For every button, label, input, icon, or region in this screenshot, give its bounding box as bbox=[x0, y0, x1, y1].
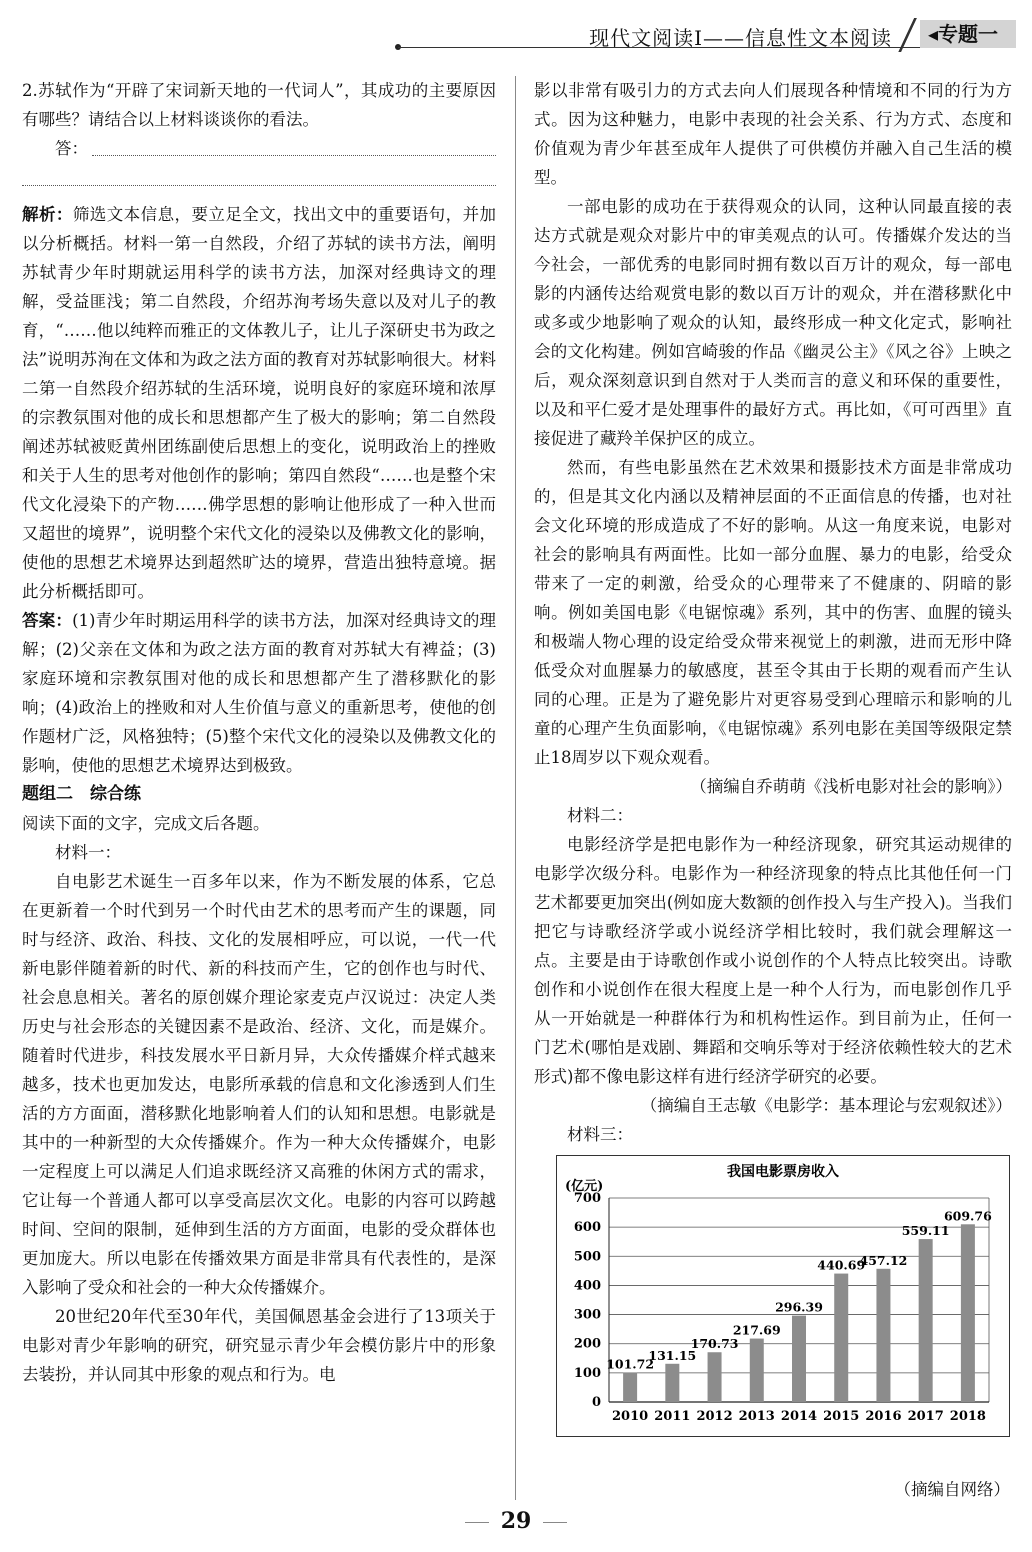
header-badge: ◂专题一 bbox=[920, 20, 1016, 48]
material1-para2: 20世纪20年代至30年代，美国佩恩基金会进行了13项关于电影对青少年影响的研究，研究显示青少年会模仿影片中的形象去装扮，并认同其中形象的观点和行为。电 bbox=[22, 1307, 496, 1384]
bar bbox=[665, 1364, 679, 1402]
chart-y-unit: (亿元) bbox=[565, 1179, 604, 1194]
instruction: 阅读下面的文字，完成文后各题。 bbox=[22, 814, 270, 833]
page-number-dash-right bbox=[543, 1522, 567, 1523]
answer-line bbox=[22, 134, 496, 163]
page-number bbox=[0, 1508, 1032, 1534]
bar bbox=[961, 1224, 975, 1402]
bar bbox=[750, 1339, 764, 1402]
bar-value-label: 170.73 bbox=[690, 1336, 739, 1352]
x-tick-label: 2014 bbox=[780, 1409, 818, 1424]
x-tick-label: 2015 bbox=[823, 1409, 860, 1424]
answer-blank-2 bbox=[22, 163, 496, 186]
header-title: 现代文阅读Ⅰ——信息性文本阅读 bbox=[589, 26, 892, 50]
right-column bbox=[534, 76, 1012, 1437]
bar bbox=[834, 1274, 848, 1402]
x-tick-label: 2017 bbox=[907, 1409, 944, 1424]
material1-label: 材料一： bbox=[55, 843, 121, 862]
x-tick-label: 2012 bbox=[696, 1409, 733, 1424]
bar-value-label: 131.15 bbox=[648, 1347, 697, 1363]
bar-value-label: 217.69 bbox=[732, 1322, 781, 1338]
material1-para4: 然而，有些电影虽然在艺术效果和摄影技术方面是非常成功的，但是其文化内涵以及精神层面的不正面信息的传播，也对社会文化环境的形成造成了不好的影响。从这一角度来说，电影对社会的影响具有两面性。比如一部分血腥、暴力的电影，给受众带来了一定的刺激，给受众的心理带来了不健康的、阴暗的影响。例如美国电影《电锯惊魂》系列，其中的伤害、血腥的镜头和极端人物心理的设定给受众带来视觉上的刺激，进而无形中降低受众对血腥暴力的敏感度，甚至令其由于长期的观看而产生认同的心理。正是为了避免影片对更容易受到心理暗示和影响的儿童的心理产生负面影响，《电锯惊魂》系列电影在美国等级限定禁止18周岁以下观众观看。 bbox=[534, 458, 1012, 767]
x-tick-label: 2011 bbox=[654, 1409, 691, 1424]
answer-blank bbox=[92, 155, 496, 156]
y-tick-label: 100 bbox=[573, 1365, 601, 1381]
y-tick-label: 700 bbox=[573, 1191, 601, 1206]
bar-value-label: 457.12 bbox=[859, 1252, 908, 1268]
chart-title: 我国电影票房收入 bbox=[727, 1164, 839, 1180]
bar-value-label: 559.11 bbox=[901, 1223, 950, 1239]
bar-value-label: 609.76 bbox=[943, 1208, 992, 1224]
bar bbox=[919, 1239, 933, 1402]
y-tick-label: 0 bbox=[591, 1395, 601, 1410]
question-2: 2.苏轼作为“开辟了宋词新天地的一代词人”，其成功的主要原因有哪些？请结合以上材料谈谈你的看法。 bbox=[22, 81, 496, 129]
y-tick-label: 400 bbox=[573, 1278, 601, 1294]
page-header bbox=[0, 18, 1032, 50]
header-slash bbox=[896, 18, 920, 52]
material1-source: （摘编自乔萌萌《浅析电影对社会的影响》） bbox=[690, 777, 1012, 796]
material2-source: （摘编自王志敏《电影学：基本理论与宏观叙述》） bbox=[640, 1096, 1012, 1115]
chart-svg bbox=[557, 1156, 1009, 1436]
answer-prefix: 答： bbox=[55, 139, 88, 158]
material2-label: 材料二： bbox=[567, 806, 633, 825]
bar bbox=[623, 1372, 637, 1402]
material1-para3: 一部电影的成功在于获得观众的认同，这种认同最直接的表达方式就是观众对影片中的审美观点的认可。传播媒介发达的当今社会，一部优秀的电影同时拥有数以百万计的观众，每一部电影的内涵传达给观赏电影的数以百万计的观众，并在潜移默化中或多或少地影响了观众的认知，最终形成一种文化定式，影响社会的文化构建。例如宫崎骏的作品《幽灵公主》《风之谷》上映之后，观众深刻意识到自然对于人类而言的意义和环保的重要性，以及和平仁爱才是处理事件的最好方式。再比如，《可可西里》直接促进了藏羚羊保护区的成立。 bbox=[534, 197, 1012, 448]
y-tick-label: 200 bbox=[573, 1336, 601, 1352]
section-heading: 题组二 综合练 bbox=[22, 784, 141, 804]
y-tick-label: 600 bbox=[573, 1220, 601, 1236]
answer bbox=[22, 606, 496, 780]
material3-source: （摘编自网络） bbox=[894, 1480, 1010, 1499]
analysis-text: 筛选文本信息，要立足全文，找出文中的重要语句，并加以分析概括。材料一第一自然段，介绍了苏轼的读书方法，阐明苏轼青少年时期就运用科学的读书方法，加深对经典诗文的理解，受益匪浅；第二自然段，介绍苏洵考场失意以及对儿子的教育，“……他以纯粹而雅正的文体教儿子，让儿子深研史书为政之法”说明苏洵在文体和为政之法方面的教育对苏轼影响很大。材料二第一自然段介绍苏轼的生活环境，说明良好的家庭环境和浓厚的宗教氛围对他的成长和思想都产生了极大的影响；第二自然段阐述苏轼被贬黄州团练副使后思想上的变化，说明政治上的挫败和关于人生的思考对他创作的影响；第四自然段“……也是整个宋代文化浸染下的产物……佛学思想的影响让他形成了一种入世而又超世的境界”，说明整个宋代文化的浸染以及佛教文化的影响，使他的思想艺术境界达到超然旷达的境界，营造出独特意境。据此分析概括即可。 bbox=[22, 205, 497, 601]
page-number-dash-left bbox=[465, 1522, 489, 1523]
x-tick-label: 2010 bbox=[612, 1409, 649, 1424]
x-tick-label: 2016 bbox=[865, 1409, 902, 1424]
x-tick-label: 2013 bbox=[738, 1409, 775, 1424]
column-divider bbox=[515, 76, 516, 1500]
analysis bbox=[22, 200, 496, 606]
material2-para1: 电影经济学是把电影作为一种经济现象，研究其运动规律的电影学次级分科。电影作为一种经济现象的特点比其他任何一门艺术都要更加突出(例如庞大数额的创作投入与生产投入)。当我们把它与诗歌经济学或小说经济学相比较时，我们就会理解这一点。主要是由于诗歌创作或小说创作的个人特点比较突出。诗歌创作和小说创作在很大程度上是一种个人行为，而电影创作几乎从一开始就是一种群体行为和机构性运作。到目前为止，任何一门艺术(哪怕是戏剧、舞蹈和交响乐等对于经济依赖性较大的艺术形式)都不像电影这样有进行经济学研究的必要。 bbox=[534, 835, 1012, 1086]
answer-text: (1)青少年时期运用科学的读书方法，加深对经典诗文的理解；(2)父亲在文体和为政之法方面的教育对苏轼大有裨益；(3)家庭环境和宗教氛围对他的成长和思想都产生了潜移默化的影响；(4)政治上的挫败和对人生价值与意义的重新思考，使他的创作题材广泛，风格独特；(5)整个宋代文化的浸染以及佛教文化的影响，使他的思想艺术境界达到极致。 bbox=[22, 611, 497, 775]
box-office-chart bbox=[556, 1155, 1010, 1437]
material3-label: 材料三： bbox=[567, 1125, 633, 1144]
bar bbox=[708, 1352, 722, 1402]
y-tick-label: 500 bbox=[573, 1249, 601, 1265]
bar-value-label: 440.69 bbox=[817, 1257, 866, 1273]
page-number-text: 29 bbox=[500, 1508, 532, 1534]
bar-value-label: 101.72 bbox=[606, 1356, 655, 1372]
y-tick-label: 300 bbox=[573, 1307, 601, 1323]
bar-value-label: 296.39 bbox=[775, 1299, 823, 1315]
material1-para2-cont: 影以非常有吸引力的方式去向人们展现各种情境和不同的行为方式。因为这种魅力，电影中表现的社会关系、行为方式、态度和价值观为青少年甚至成年人提供了可供模仿并融入自己生活的模型。 bbox=[534, 81, 1012, 187]
analysis-label: 解析： bbox=[22, 205, 73, 224]
answer-label: 答案： bbox=[22, 611, 73, 630]
left-column bbox=[22, 76, 496, 1389]
x-tick-label: 2018 bbox=[949, 1409, 986, 1424]
bar bbox=[876, 1269, 890, 1402]
material1-para1: 自电影艺术诞生一百多年以来，作为不断发展的体系，它总在更新着一个时代到另一个时代由艺术的思考而产生的课题，同时与经济、政治、科技、文化的发展相呼应，可以说，一代一代新电影伴随着新的时代、新的科技而产生，它的创作也与时代、社会息息相关。著名的原创媒介理论家麦克卢汉说过：决定人类历史与社会形态的关键因素不是政治、经济、文化，而是媒介。随着时代进步，科技发展水平日新月异，大众传播媒介样式越来越多，技术也更加发达，电影所承载的信息和文化渗透到人们生活的方方面面，潜移默化地影响着人们的认知和思想。电影就是其中的一种新型的大众传播媒介。作为一种大众传播媒介，电影一定程度上可以满足人们追求既经济又高雅的休闲方式的需求，它让每一个普通人都可以享受高层次文化。电影的内容可以跨越时间、空间的限制，延伸到生活的方方面面，电影的受众群体也更加庞大。所以电影在传播效果方面是非常具有代表性的，是深入影响了受众和社会的一种大众传播媒介。 bbox=[22, 872, 496, 1297]
bar bbox=[792, 1316, 806, 1402]
